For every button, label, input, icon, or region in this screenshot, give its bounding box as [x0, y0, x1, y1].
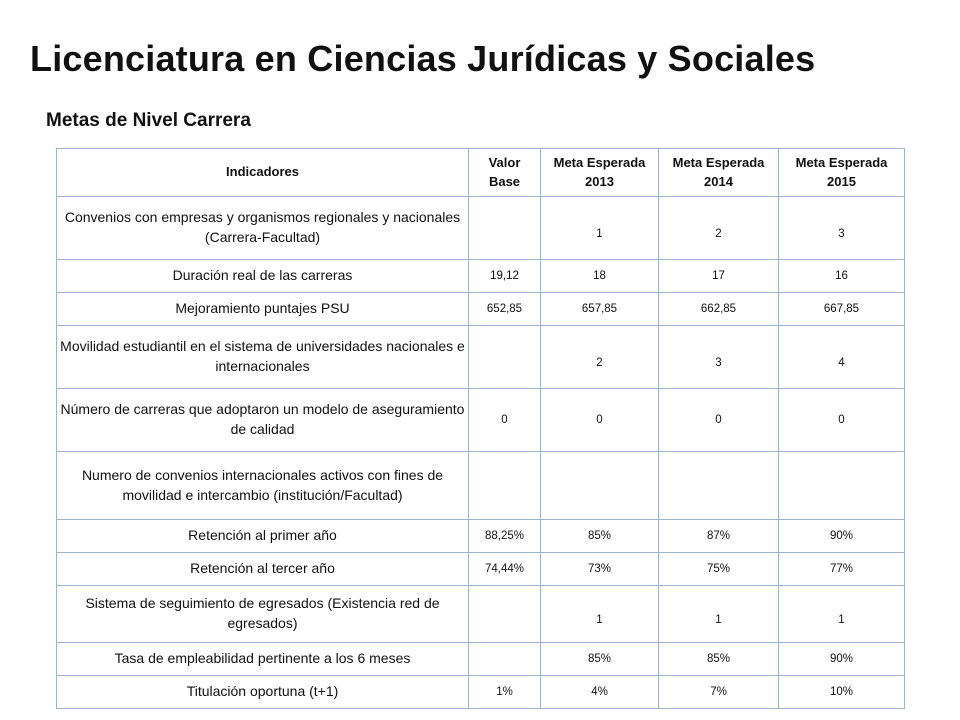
cell-meta-2014: 662,85: [659, 293, 779, 326]
cell-indicador: Numero de convenios internacionales activos con fines de movilidad e intercambio (institución/Facultad): [57, 452, 469, 520]
cell-value: 1: [596, 613, 603, 626]
table-row: [57, 293, 905, 326]
cell-indicador: Duración real de las carreras: [57, 260, 469, 293]
cell-value: 3: [838, 227, 845, 240]
header-meta-2015: Meta Esperada 2015: [779, 149, 905, 197]
cell-valor-base: 74,44%: [469, 553, 541, 586]
header-indicadores: Indicadores: [57, 149, 469, 197]
cell-value: 1: [596, 227, 603, 240]
cell-indicador: Titulación oportuna (t+1): [57, 676, 469, 709]
cell-meta-2013: 85%: [541, 520, 659, 553]
cell-meta-2014: 87%: [659, 520, 779, 553]
cell-valor-base: [469, 452, 541, 520]
table-row: [57, 197, 905, 260]
cell-meta-2013: [541, 326, 659, 389]
cell-meta-2013: 657,85: [541, 293, 659, 326]
cell-indicador: Convenios con empresas y organismos regionales y nacionales (Carrera-Facultad): [57, 197, 469, 260]
metas-table: [56, 148, 905, 709]
table-row: [57, 326, 905, 389]
header-meta-2014: Meta Esperada 2014: [659, 149, 779, 197]
header-meta-2013: Meta Esperada 2013: [541, 149, 659, 197]
cell-valor-base: 652,85: [469, 293, 541, 326]
cell-value: 1: [838, 613, 845, 626]
cell-meta-2013: 73%: [541, 553, 659, 586]
cell-meta-2013: 4%: [541, 676, 659, 709]
cell-valor-base: 88,25%: [469, 520, 541, 553]
cell-valor-base: [469, 586, 541, 643]
cell-valor-base: 1%: [469, 676, 541, 709]
cell-valor-base: 19,12: [469, 260, 541, 293]
cell-value: 1: [715, 613, 722, 626]
cell-meta-2014: [659, 586, 779, 643]
cell-meta-2015: 16: [779, 260, 905, 293]
cell-indicador: Movilidad estudiantil en el sistema de universidades nacionales e internacionales: [57, 326, 469, 389]
cell-valor-base: [469, 643, 541, 676]
header-valor-base: Valor Base: [469, 149, 541, 197]
cell-indicador: Mejoramiento puntajes PSU: [57, 293, 469, 326]
table-header-row: [57, 149, 905, 197]
cell-indicador: Número de carreras que adoptaron un modelo de aseguramiento de calidad: [57, 389, 469, 452]
cell-value: 3: [715, 356, 722, 369]
cell-meta-2015: 0: [779, 389, 905, 452]
table-row: [57, 452, 905, 520]
cell-meta-2015: [779, 326, 905, 389]
cell-meta-2014: [659, 197, 779, 260]
cell-value: 2: [596, 356, 603, 369]
cell-meta-2015: 77%: [779, 553, 905, 586]
cell-meta-2014: 17: [659, 260, 779, 293]
cell-meta-2013: [541, 586, 659, 643]
cell-indicador: Sistema de seguimiento de egresados (Existencia red de egresados): [57, 586, 469, 643]
cell-meta-2013: [541, 197, 659, 260]
cell-meta-2015: [779, 586, 905, 643]
cell-meta-2014: [659, 326, 779, 389]
cell-meta-2013: 18: [541, 260, 659, 293]
cell-meta-2015: [779, 452, 905, 520]
table-row: [57, 553, 905, 586]
cell-meta-2015: 10%: [779, 676, 905, 709]
cell-meta-2014: [659, 452, 779, 520]
cell-valor-base: [469, 197, 541, 260]
cell-value: 4: [838, 356, 845, 369]
table-row: [57, 389, 905, 452]
cell-meta-2013: 0: [541, 389, 659, 452]
cell-meta-2013: [541, 452, 659, 520]
table-row: [57, 260, 905, 293]
cell-indicador: Retención al tercer año: [57, 553, 469, 586]
table-row: [57, 643, 905, 676]
cell-meta-2014: 75%: [659, 553, 779, 586]
cell-meta-2015: 90%: [779, 520, 905, 553]
table-row: [57, 520, 905, 553]
table-row: [57, 586, 905, 643]
cell-indicador: Retención al primer año: [57, 520, 469, 553]
cell-meta-2015: 90%: [779, 643, 905, 676]
cell-meta-2014: 85%: [659, 643, 779, 676]
cell-valor-base: [469, 326, 541, 389]
cell-meta-2014: 7%: [659, 676, 779, 709]
table-row: [57, 676, 905, 709]
cell-meta-2013: 85%: [541, 643, 659, 676]
cell-meta-2014: 0: [659, 389, 779, 452]
cell-valor-base: 0: [469, 389, 541, 452]
cell-meta-2015: 667,85: [779, 293, 905, 326]
page-title: Licenciatura en Ciencias Jurídicas y Sociales: [30, 38, 816, 79]
cell-value: 2: [715, 227, 722, 240]
cell-meta-2015: [779, 197, 905, 260]
cell-indicador: Tasa de empleabilidad pertinente a los 6 meses: [57, 643, 469, 676]
page-subtitle: Metas de Nivel Carrera: [46, 110, 251, 131]
